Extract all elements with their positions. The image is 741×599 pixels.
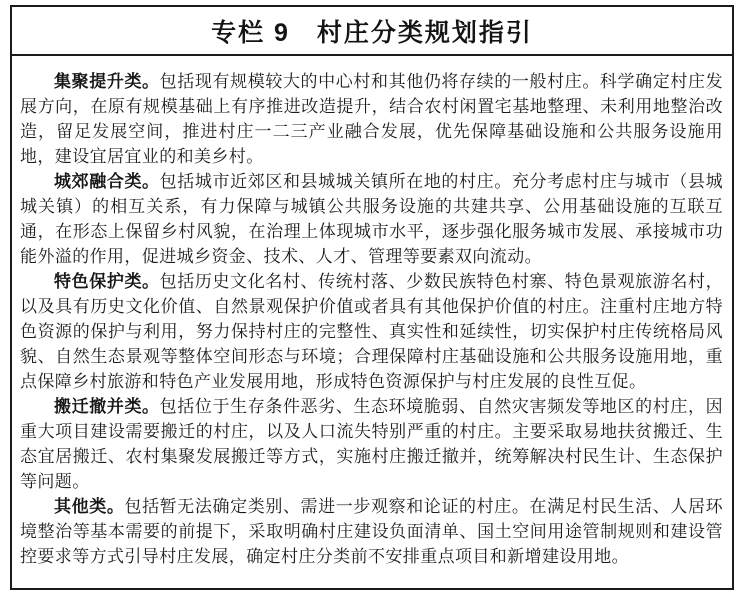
column-box [10,5,734,590]
paragraph-suburban-integration [20,169,723,269]
category-label-other: 其他类。 [54,497,125,516]
paragraph-relocation-merger [20,394,723,494]
column-title: 专栏 9 村庄分类规划指引 [211,18,533,47]
category-text-other: 包括暂无法确定类别、需进一步观察和论证的村庄。在满足村民生活、人居环境整治等基本需要的前提下，采取明确村庄建设负面清单、国土空间用途管制规则和建设管控要求等方式引导村庄发展，确定村庄分类前不安排重点项目和新增建设用地。 [20,497,723,566]
paragraph-special-protection [20,269,723,394]
category-text-suburban-integration: 包括城市近郊区和县城城关镇所在地的村庄。充分考虑村庄与城市（县城城关镇）的相互关系，有力保障与城镇公共服务设施的共建共享、公用基础设施的互联互通，在形态上保留乡村风貌，在治理上体现城市水平，逐步强化服务城市发展、承接城市功能外溢的作用，促进城乡资金、技术、人才、管理等要素双向流动。 [20,172,723,266]
category-label-relocation-merger: 搬迁撤并类。 [54,397,160,416]
category-label-special-protection: 特色保护类。 [54,272,160,291]
paragraph-other [20,494,723,569]
category-text-relocation-merger: 包括位于生存条件恶劣、生态环境脆弱、自然灾害频发等地区的村庄，因重大项目建设需要搬迁的村庄，以及人口流失特别严重的村庄。主要采取易地扶贫搬迁、生态宜居搬迁、农村集聚发展搬迁等方式，实施村庄搬迁撤并，统筹解决村民生计、生态保护等问题。 [20,397,723,491]
column-body [12,56,732,569]
category-label-cluster-upgrade: 集聚提升类。 [54,72,160,91]
category-label-suburban-integration: 城郊融合类。 [54,172,160,191]
paragraph-cluster-upgrade [20,69,723,169]
category-text-special-protection: 包括历史文化名村、传统村落、少数民族特色村寨、特色景观旅游名村，以及具有历史文化价值、自然景观保护价值或者具有其他保护价值的村庄。注重村庄地方特色资源的保护与利用，努力保持村庄的完整性、真实性和延续性，切实保护村庄传统格局风貌、自然生态景观等整体空间形态与环境；合理保障村庄基础设施和公共服务设施用地，重点保障乡村旅游和特色产业发展用地，形成特色资源保护与村庄发展的良性互促。 [20,272,723,391]
category-text-cluster-upgrade: 包括现有规模较大的中心村和其他仍将存续的一般村庄。科学确定村庄发展方向，在原有规模基础上有序推进改造提升，结合农村闲置宅基地整理、未利用地整治改造，留足发展空间，推进村庄一二三产业融合发展，优先保障基础设施和公共服务设施用地，建设宜居宜业的和美乡村。 [20,72,723,166]
column-title-bar [12,7,732,56]
